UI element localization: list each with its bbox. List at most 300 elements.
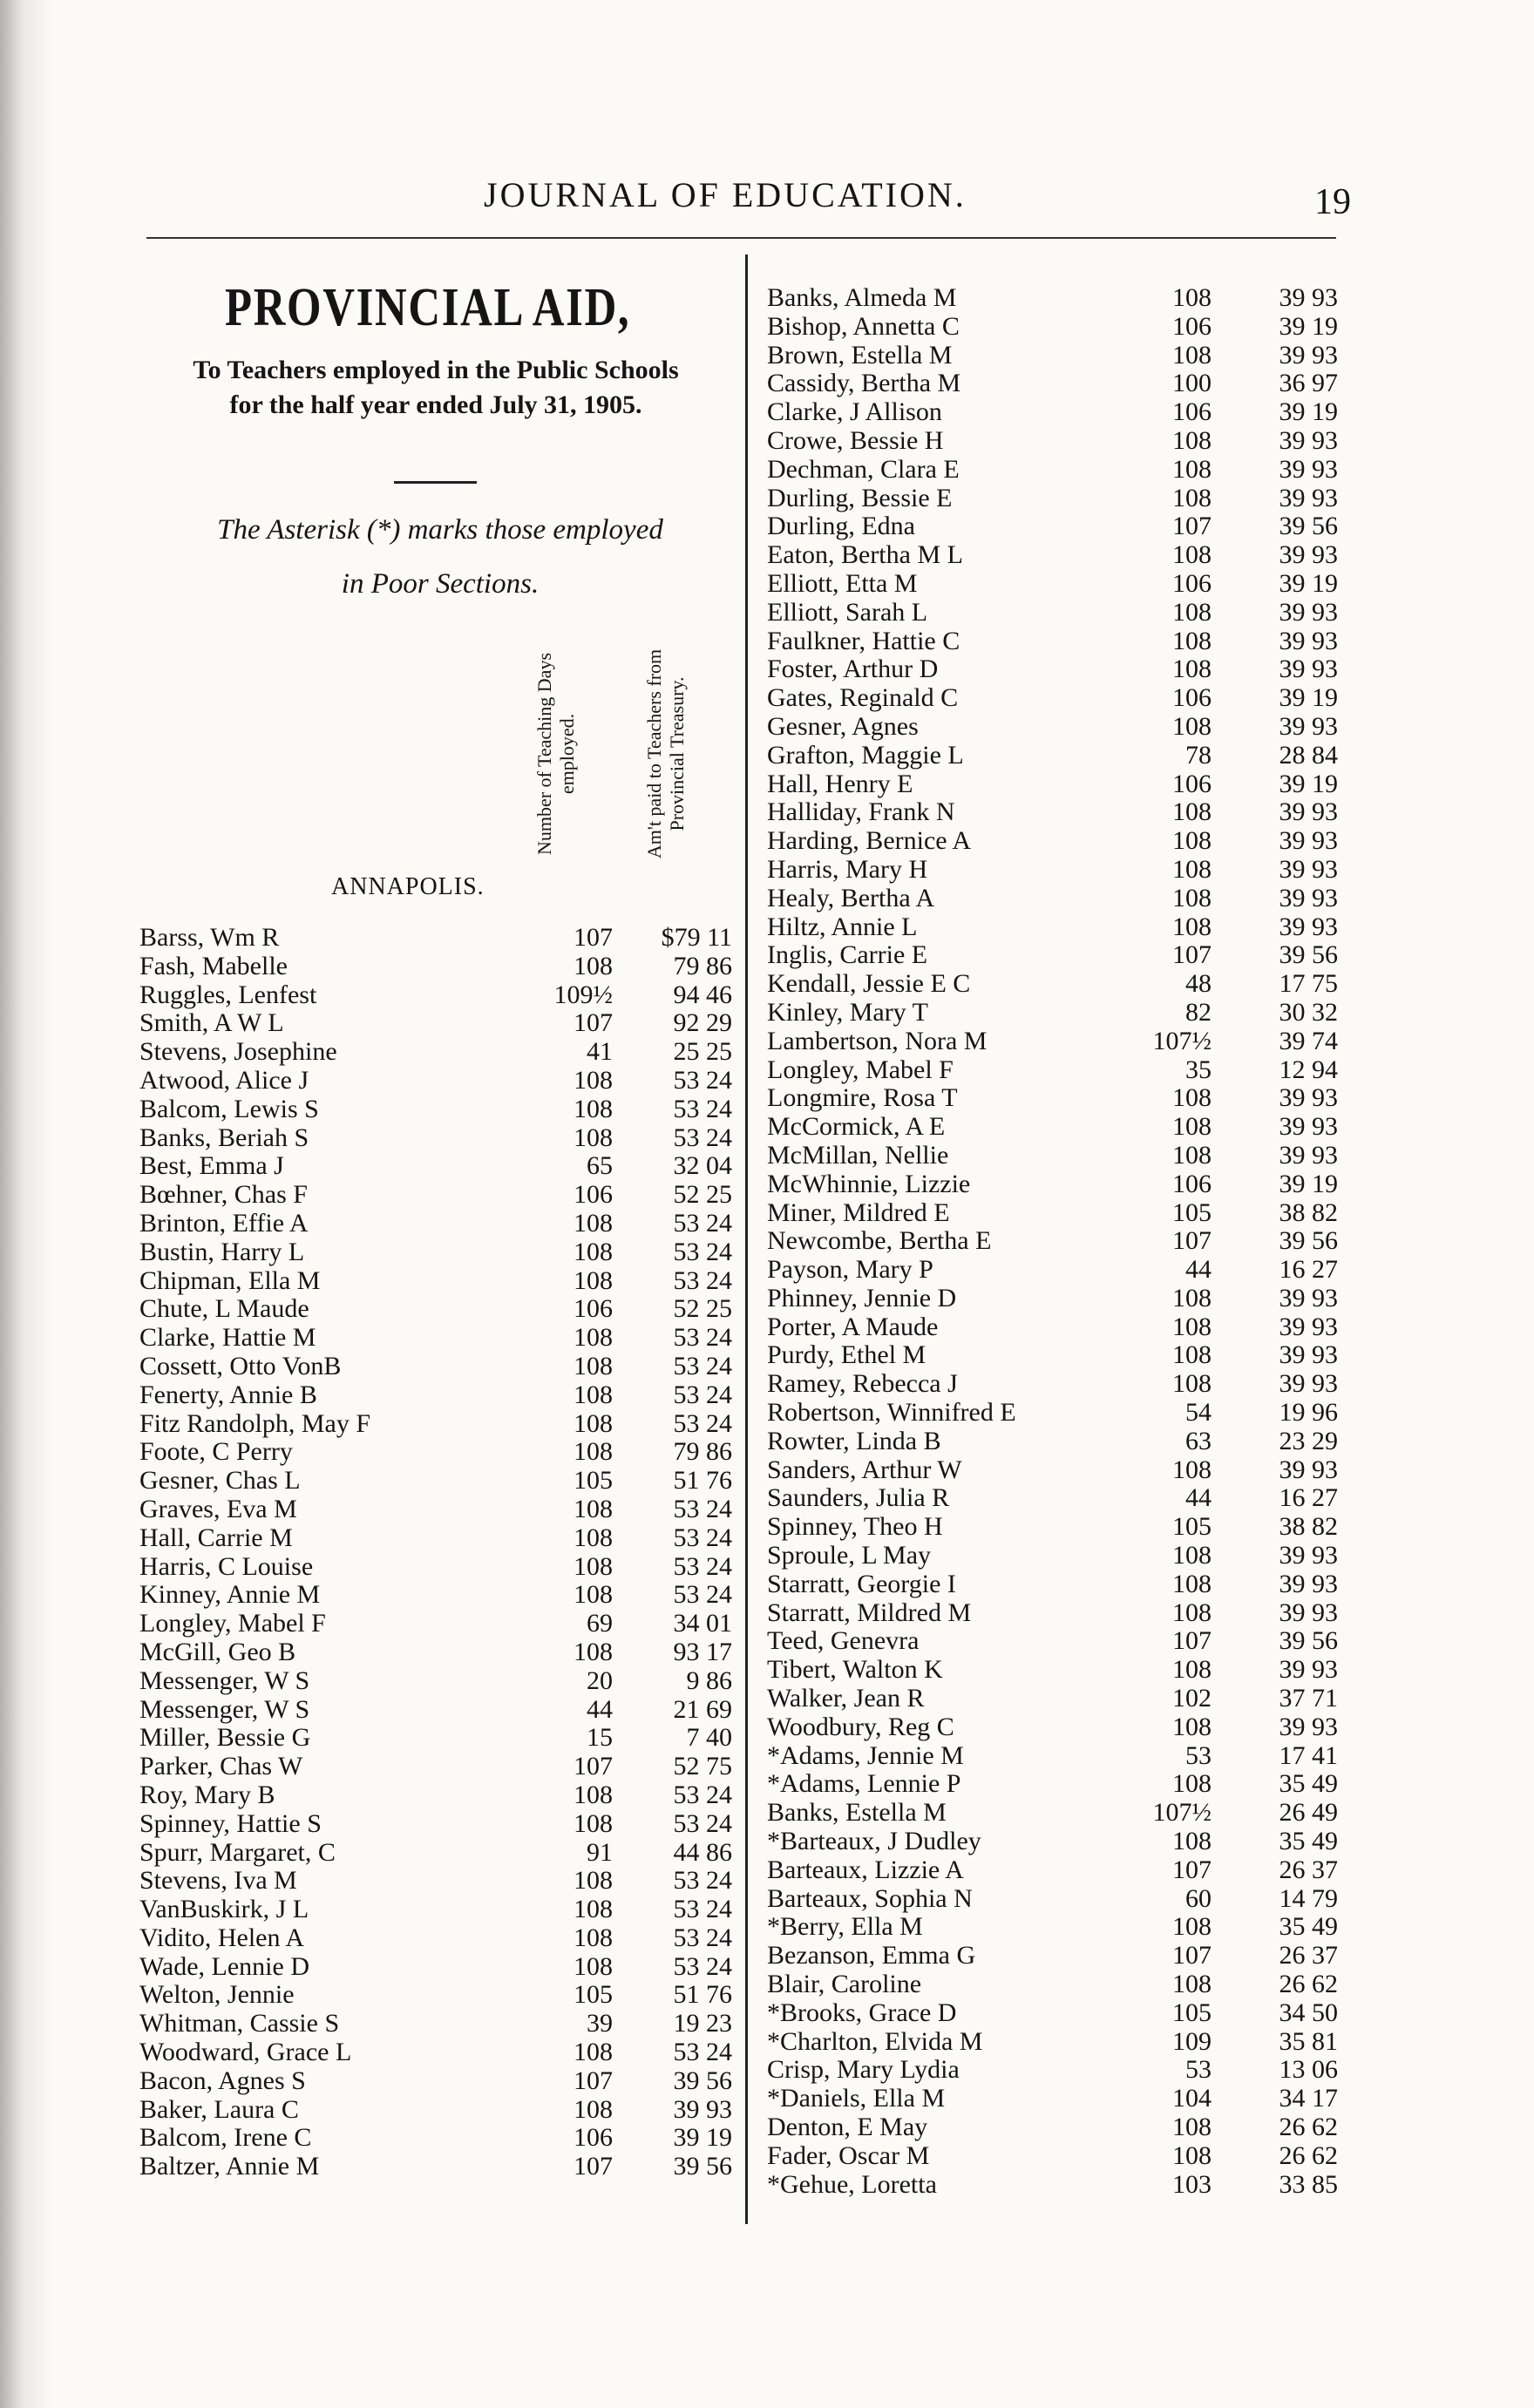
teacher-name: Halliday, Frank N: [767, 797, 955, 827]
teacher-name: Woodward, Grace L: [139, 2038, 352, 2067]
entry-row: [767, 2056, 1360, 2085]
entry-row: [767, 2142, 1360, 2171]
teaching-days: 108: [1172, 912, 1212, 941]
amount-paid: 39 93: [1279, 1541, 1338, 1570]
teacher-name: McWhinnie, Lizzie: [767, 1169, 971, 1198]
amount-paid: 14 79: [1279, 1883, 1338, 1913]
teaching-days: 108: [1172, 626, 1212, 655]
teacher-name: Faulkner, Hattie C: [767, 626, 960, 655]
amount-paid: 39 93: [1279, 283, 1338, 312]
teacher-name: Walker, Jean R: [767, 1684, 925, 1713]
entry-row: [767, 1742, 1360, 1771]
entry-row: [139, 1980, 732, 2010]
amount-paid: 39 93: [1279, 483, 1338, 512]
teaching-days: 108: [1172, 1083, 1212, 1113]
entry-row: [767, 770, 1360, 799]
teacher-name: Fader, Oscar M: [767, 2140, 930, 2170]
teaching-days: 108: [574, 1351, 613, 1380]
entry-row: [767, 541, 1360, 570]
amount-paid: 39 19: [1279, 568, 1338, 598]
teaching-days: 39: [587, 2009, 613, 2038]
entry-row: [767, 2113, 1360, 2142]
teaching-days: 108: [1172, 1769, 1212, 1799]
teacher-name: VanBuskirk, J L: [139, 1895, 309, 1924]
entry-row: [139, 1265, 732, 1296]
teacher-name: Payson, Mary P: [767, 1255, 933, 1285]
teaching-days: 108: [574, 1237, 613, 1266]
entry-row: [767, 885, 1360, 913]
amount-paid: 94 46: [673, 980, 732, 1009]
teaching-days: 108: [574, 1523, 613, 1552]
teacher-name: Banks, Almeda M: [767, 283, 957, 312]
amount-paid: 53 24: [673, 1265, 732, 1295]
amount-paid: 39 19: [1279, 683, 1338, 713]
entry-row: [139, 1180, 732, 1210]
journal-header-title: JOURNAL OF EDUCATION.: [484, 175, 967, 214]
entry-row: [767, 1627, 1360, 1656]
entry-row: [139, 2123, 732, 2153]
teaching-days: 104: [1172, 2084, 1212, 2113]
teacher-name: Stevens, Josephine: [139, 1037, 337, 1067]
amount-paid: 26 49: [1279, 1798, 1338, 1828]
entry-row: [139, 1123, 732, 1153]
amount-paid: 53 24: [673, 1866, 732, 1896]
teaching-days: 108: [574, 1551, 613, 1581]
teaching-days: 107: [1172, 940, 1212, 970]
teaching-days: 107: [574, 2152, 613, 2181]
entry-row: [139, 1494, 732, 1524]
entry-row: [767, 1285, 1360, 1313]
entry-row: [139, 1037, 732, 1067]
teacher-name: Hiltz, Annie L: [767, 912, 918, 941]
teacher-name: Lambertson, Nora M: [767, 1026, 988, 1055]
teaching-days: 108: [1172, 1541, 1212, 1570]
entry-row: [767, 627, 1360, 656]
entry-row: [767, 1513, 1360, 1542]
entry-row: [139, 1808, 732, 1839]
entry-row: [139, 951, 732, 981]
entry-row: [139, 1895, 732, 1924]
teaching-days: 108: [574, 1323, 613, 1353]
teacher-name: Harris, Mary H: [767, 854, 928, 884]
entry-row: [767, 1913, 1360, 1942]
entry-row: [767, 1456, 1360, 1485]
teaching-days: 108: [574, 1895, 613, 1924]
teaching-days: 108: [1172, 1369, 1212, 1399]
teaching-days: 108: [1172, 826, 1212, 856]
teaching-days: 106: [1172, 1169, 1212, 1198]
teaching-days: 108: [1172, 1340, 1212, 1370]
teaching-days: 108: [574, 1094, 613, 1123]
entry-row: [139, 1294, 732, 1324]
teacher-name: Miner, Mildred E: [767, 1197, 950, 1227]
amount-paid: 39 56: [1279, 940, 1338, 970]
amount-paid: 39 93: [1279, 1597, 1338, 1627]
teaching-days: 108: [1172, 340, 1212, 370]
teaching-days: 54: [1185, 1398, 1212, 1428]
teaching-days: 105: [574, 1980, 613, 2010]
teacher-name: *Barteaux, J Dudley: [767, 1827, 981, 1856]
amount-paid: 39 93: [1279, 1140, 1338, 1170]
entry-row: [767, 827, 1360, 856]
amount-paid: 92 29: [673, 1008, 732, 1038]
teaching-days: 108: [574, 1208, 613, 1238]
county-heading: ANNAPOLIS.: [331, 873, 485, 900]
entry-row: [767, 941, 1360, 970]
teaching-days: 108: [574, 1265, 613, 1295]
teaching-days: 108: [1172, 1569, 1212, 1598]
teacher-name: Wade, Lennie D: [139, 1951, 309, 1981]
teacher-name: Fash, Mabelle: [139, 951, 288, 980]
amount-paid: 53 24: [673, 1123, 732, 1152]
entry-row: [767, 284, 1360, 313]
teaching-days: 108: [574, 2038, 613, 2067]
teacher-name: *Brooks, Grace D: [767, 1998, 957, 2027]
teacher-name: Balcom, Irene C: [139, 2123, 312, 2153]
teacher-name: Woodbury, Reg C: [767, 1712, 954, 1741]
amount-paid: 39 19: [1279, 397, 1338, 427]
teaching-days: 105: [1172, 1512, 1212, 1542]
entry-row: [767, 1713, 1360, 1742]
teaching-days: 108: [574, 1780, 613, 1809]
amount-paid: 17 75: [1279, 969, 1338, 999]
teacher-name: Roy, Mary B: [139, 1780, 275, 1809]
amount-paid: 39 93: [1279, 340, 1338, 370]
entry-row: [767, 1999, 1360, 2028]
teaching-days: 65: [587, 1151, 613, 1181]
teaching-days: 108: [1172, 483, 1212, 512]
teacher-name: Durling, Bessie E: [767, 483, 953, 512]
amount-paid: 26 62: [1279, 2140, 1338, 2170]
amount-paid: 39 93: [1279, 1312, 1338, 1341]
amount-paid: 39 93: [1279, 1712, 1338, 1741]
teacher-name: Durling, Edna: [767, 512, 915, 541]
teacher-name: Brinton, Effie A: [139, 1208, 309, 1238]
entry-row: [767, 313, 1360, 342]
entry-row: [139, 1351, 732, 1381]
teaching-days: 20: [587, 1665, 613, 1695]
entry-row: [139, 1551, 732, 1582]
amount-paid: 39 93: [1279, 854, 1338, 884]
entry-row: [767, 684, 1360, 713]
amount-paid: 53 24: [673, 1895, 732, 1924]
entry-row: [767, 798, 1360, 827]
teaching-days: 91: [587, 1837, 613, 1867]
entry-row: [139, 980, 732, 1010]
entry-row: [767, 913, 1360, 942]
amount-paid: 51 76: [673, 1466, 732, 1496]
teacher-name: Kendall, Jessie E C: [767, 969, 971, 999]
teacher-name: Whitman, Cassie S: [139, 2009, 340, 2038]
teacher-name: *Adams, Jennie M: [767, 1740, 964, 1770]
entry-row: [139, 1580, 732, 1610]
entry-row: [139, 1408, 732, 1439]
teaching-days: 108: [1172, 797, 1212, 827]
amount-paid: 19 23: [673, 2009, 732, 2038]
amount-paid: 35 81: [1279, 2026, 1338, 2056]
teacher-name: Gesner, Chas L: [139, 1466, 301, 1496]
teacher-name: Purdy, Ethel M: [767, 1340, 927, 1370]
entry-row: [767, 599, 1360, 627]
teaching-days: 105: [1172, 1998, 1212, 2027]
teacher-name: Kinney, Annie M: [139, 1580, 321, 1610]
entry-row: [767, 1199, 1360, 1228]
entry-row: [139, 1923, 732, 1953]
teaching-days: 106: [574, 1180, 613, 1210]
amount-paid: 53 24: [673, 1094, 732, 1123]
entry-row: [767, 1028, 1360, 1056]
entry-row: [767, 1056, 1360, 1085]
teacher-name: Foote, C Perry: [139, 1437, 293, 1467]
amount-paid: 16 27: [1279, 1255, 1338, 1285]
teaching-days: 53: [1185, 2055, 1212, 2085]
teacher-name: McGill, Geo B: [139, 1637, 296, 1666]
amount-paid: 39 93: [1279, 540, 1338, 570]
teaching-days: 108: [1172, 540, 1212, 570]
entry-row: [139, 1694, 732, 1725]
amount-paid: 52 75: [673, 1752, 732, 1781]
amount-paid: 39 93: [1279, 912, 1338, 941]
entry-row: [767, 370, 1360, 398]
asterisk-note-line-2: in Poor Sections.: [341, 568, 540, 600]
teaching-days: 48: [1185, 969, 1212, 999]
amount-paid: 21 69: [673, 1694, 732, 1724]
teacher-name: Barteaux, Sophia N: [767, 1883, 973, 1913]
amount-paid: 19 96: [1279, 1398, 1338, 1428]
entry-row: [767, 1885, 1360, 1914]
teaching-days: 44: [587, 1694, 613, 1724]
teaching-days: 108: [574, 1637, 613, 1666]
amount-paid: 39 56: [1279, 1626, 1338, 1656]
entry-row: [139, 1065, 732, 1095]
teacher-name: Kinley, Mary T: [767, 997, 928, 1027]
teacher-name: Banks, Beriah S: [139, 1123, 309, 1152]
column-divider: [745, 254, 748, 2224]
entry-row: [767, 856, 1360, 885]
entry-row: [767, 1113, 1360, 1142]
teacher-name: Elliott, Sarah L: [767, 597, 928, 627]
teacher-name: Cassidy, Bertha M: [767, 369, 961, 398]
teacher-name: Chute, L Maude: [139, 1294, 309, 1324]
amount-paid: 39 93: [1279, 826, 1338, 856]
amount-paid: 52 25: [673, 1180, 732, 1210]
amount-paid: 35 49: [1279, 1912, 1338, 1942]
teaching-days: 106: [574, 2123, 613, 2153]
teaching-days: 102: [1172, 1684, 1212, 1713]
amount-paid: 39 56: [1279, 512, 1338, 541]
amount-paid: 35 49: [1279, 1769, 1338, 1799]
teaching-days: 108: [1172, 2113, 1212, 2141]
teacher-name: Starratt, Mildred M: [767, 1597, 972, 1627]
teaching-days: 106: [1172, 311, 1212, 341]
days-column-header: Number of Teaching Days employed.: [533, 652, 578, 856]
teacher-name: Phinney, Jennie D: [767, 1283, 957, 1313]
amount-paid: 39 93: [1279, 597, 1338, 627]
teacher-name: *Adams, Lennie P: [767, 1769, 961, 1799]
entry-row: [767, 1399, 1360, 1428]
teacher-name: Bacon, Agnes S: [139, 2065, 306, 2095]
entry-row: [767, 1970, 1360, 1999]
teaching-days: 78: [1185, 740, 1212, 770]
teaching-days: 108: [1172, 711, 1212, 741]
entry-row: [139, 1323, 732, 1353]
subtitle-line-2: for the half year ended July 31, 1905.: [229, 390, 642, 419]
entry-row: [767, 1370, 1360, 1399]
teaching-days: 108: [1172, 1712, 1212, 1741]
amount-paid: 34 50: [1279, 1998, 1338, 2027]
amount-paid: 26 62: [1279, 1970, 1338, 1999]
teaching-days: 108: [1172, 283, 1212, 312]
amount-paid: 32 04: [673, 1151, 732, 1181]
teaching-days: 108: [574, 951, 613, 980]
entry-row: [767, 2085, 1360, 2113]
amount-paid: 38 82: [1279, 1512, 1338, 1542]
teacher-name: Messenger, W S: [139, 1665, 310, 1695]
amount-paid: 26 62: [1279, 2113, 1338, 2141]
amount-paid: 53 24: [673, 1808, 732, 1838]
teacher-name: Stevens, Iva M: [139, 1866, 297, 1896]
teacher-name: McMillan, Nellie: [767, 1140, 949, 1170]
entry-row: [139, 1008, 732, 1038]
teacher-name: Bishop, Annetta C: [767, 311, 960, 341]
teaching-days: 106: [1172, 568, 1212, 598]
entry-row: [767, 713, 1360, 742]
teacher-name: Eaton, Bertha M L: [767, 540, 963, 570]
amount-paid: 53 24: [673, 1494, 732, 1523]
amount-paid: 39 19: [1279, 311, 1338, 341]
teaching-days: 109½: [553, 980, 613, 1009]
teacher-name: Robertson, Winnifred E: [767, 1398, 1016, 1428]
teacher-name: Baltzer, Annie M: [139, 2152, 320, 2181]
right-entry-list: [767, 284, 1360, 2199]
teacher-name: Ramey, Rebecca J: [767, 1369, 958, 1399]
amount-paid: 39 56: [673, 2152, 732, 2181]
teacher-name: Best, Emma J: [139, 1151, 284, 1181]
teacher-name: Dechman, Clara E: [767, 454, 960, 484]
teaching-days: 105: [574, 1466, 613, 1496]
teacher-name: Foster, Arthur D: [767, 655, 939, 684]
amount-column-header: Am't paid to Teachers from Provincial Treasury.: [643, 648, 688, 859]
teacher-name: Blair, Caroline: [767, 1970, 922, 1999]
teaching-days: 44: [1185, 1255, 1212, 1285]
teaching-days: 108: [574, 1923, 613, 1952]
teacher-name: Sproule, L May: [767, 1541, 932, 1570]
entry-row: [767, 1313, 1360, 1342]
amount-paid: 36 97: [1279, 369, 1338, 398]
teacher-name: Baker, Laura C: [139, 2094, 299, 2124]
teaching-days: 107: [574, 1008, 613, 1038]
amount-paid: 53 24: [673, 2038, 732, 2067]
teacher-name: Porter, A Maude: [767, 1312, 939, 1341]
entry-row: [139, 1752, 732, 1781]
teaching-days: 100: [1172, 369, 1212, 398]
teacher-name: Longley, Mabel F: [767, 1055, 954, 1084]
teaching-days: 108: [574, 1494, 613, 1523]
teacher-name: Newcombe, Bertha E: [767, 1226, 992, 1256]
short-rule: [394, 481, 477, 484]
teaching-days: 108: [574, 1808, 613, 1838]
entry-row: [767, 1828, 1360, 1856]
entry-row: [139, 1951, 732, 1982]
teacher-name: Vidito, Helen A: [139, 1923, 305, 1952]
teaching-days: 108: [1172, 1597, 1212, 1627]
amount-paid: 17 41: [1279, 1740, 1338, 1770]
teacher-name: Atwood, Alice J: [139, 1065, 309, 1095]
teacher-name: Graves, Eva M: [139, 1494, 297, 1523]
teaching-days: 108: [574, 1437, 613, 1467]
teacher-name: Spinney, Hattie S: [139, 1808, 322, 1838]
teaching-days: 108: [1172, 1283, 1212, 1313]
entry-row: [767, 1484, 1360, 1513]
teacher-name: Harding, Bernice A: [767, 826, 972, 856]
entry-row: [139, 1780, 732, 1810]
teacher-name: Crisp, Mary Lydia: [767, 2055, 960, 2085]
amount-paid: 53 24: [673, 1380, 732, 1409]
teaching-days: 106: [1172, 397, 1212, 427]
amount-paid: 53 24: [673, 1780, 732, 1809]
teacher-name: Welton, Jennie: [139, 1980, 295, 2010]
teacher-name: Bezanson, Emma G: [767, 1941, 976, 1970]
teaching-days: 108: [574, 1866, 613, 1896]
amount-paid: 53 24: [673, 1208, 732, 1238]
teacher-name: Longmire, Rosa T: [767, 1083, 958, 1113]
amount-paid: 37 71: [1279, 1684, 1338, 1713]
amount-paid: 33 85: [1279, 2169, 1338, 2199]
teaching-days: 107: [574, 923, 613, 952]
teacher-name: Spinney, Theo H: [767, 1512, 943, 1542]
amount-paid: 38 82: [1279, 1197, 1338, 1227]
entry-row: [767, 1799, 1360, 1828]
teaching-days: 109: [1172, 2026, 1212, 2056]
teaching-days: 107: [1172, 1226, 1212, 1256]
amount-paid: 53 24: [673, 1351, 732, 1380]
amount-paid: 9 86: [686, 1665, 732, 1695]
teaching-days: 107: [574, 2065, 613, 2095]
amount-paid: 53 24: [673, 1951, 732, 1981]
entry-row: [139, 2038, 732, 2067]
amount-paid: 39 93: [1279, 797, 1338, 827]
amount-paid: 39 93: [1279, 1083, 1338, 1113]
teacher-name: Chipman, Ella M: [139, 1265, 321, 1295]
teaching-days: 108: [1172, 1827, 1212, 1856]
teaching-days: 53: [1185, 1740, 1212, 1770]
teaching-days: 108: [574, 1380, 613, 1409]
amount-paid: 12 94: [1279, 1055, 1338, 1084]
entry-row: [767, 1856, 1360, 1885]
teacher-name: Teed, Genevra: [767, 1626, 920, 1656]
entry-row: [139, 1094, 732, 1124]
subtitle-line-1: To Teachers employed in the Public Schools: [193, 356, 679, 384]
teaching-days: 108: [1172, 1970, 1212, 1999]
teacher-name: Barteaux, Lizzie A: [767, 1855, 964, 1884]
amount-paid: 39 93: [1279, 425, 1338, 455]
amount-paid: 39 93: [1279, 711, 1338, 741]
teacher-name: Parker, Chas W: [139, 1752, 303, 1781]
entry-row: [767, 1341, 1360, 1370]
teaching-days: 15: [587, 1723, 613, 1753]
entry-row: [139, 1837, 732, 1868]
entry-row: [767, 2171, 1360, 2200]
amount-paid: 53 24: [673, 1323, 732, 1353]
teacher-name: Healy, Bertha A: [767, 883, 935, 912]
amount-paid: 52 25: [673, 1294, 732, 1324]
amount-paid: 39 93: [1279, 655, 1338, 684]
teacher-name: Miller, Bessie G: [139, 1723, 311, 1753]
amount-paid: 39 19: [673, 2123, 732, 2153]
scan-edge-shadow: [0, 0, 52, 2408]
amount-paid: $79 11: [661, 923, 732, 952]
teaching-days: 107: [1172, 1855, 1212, 1884]
